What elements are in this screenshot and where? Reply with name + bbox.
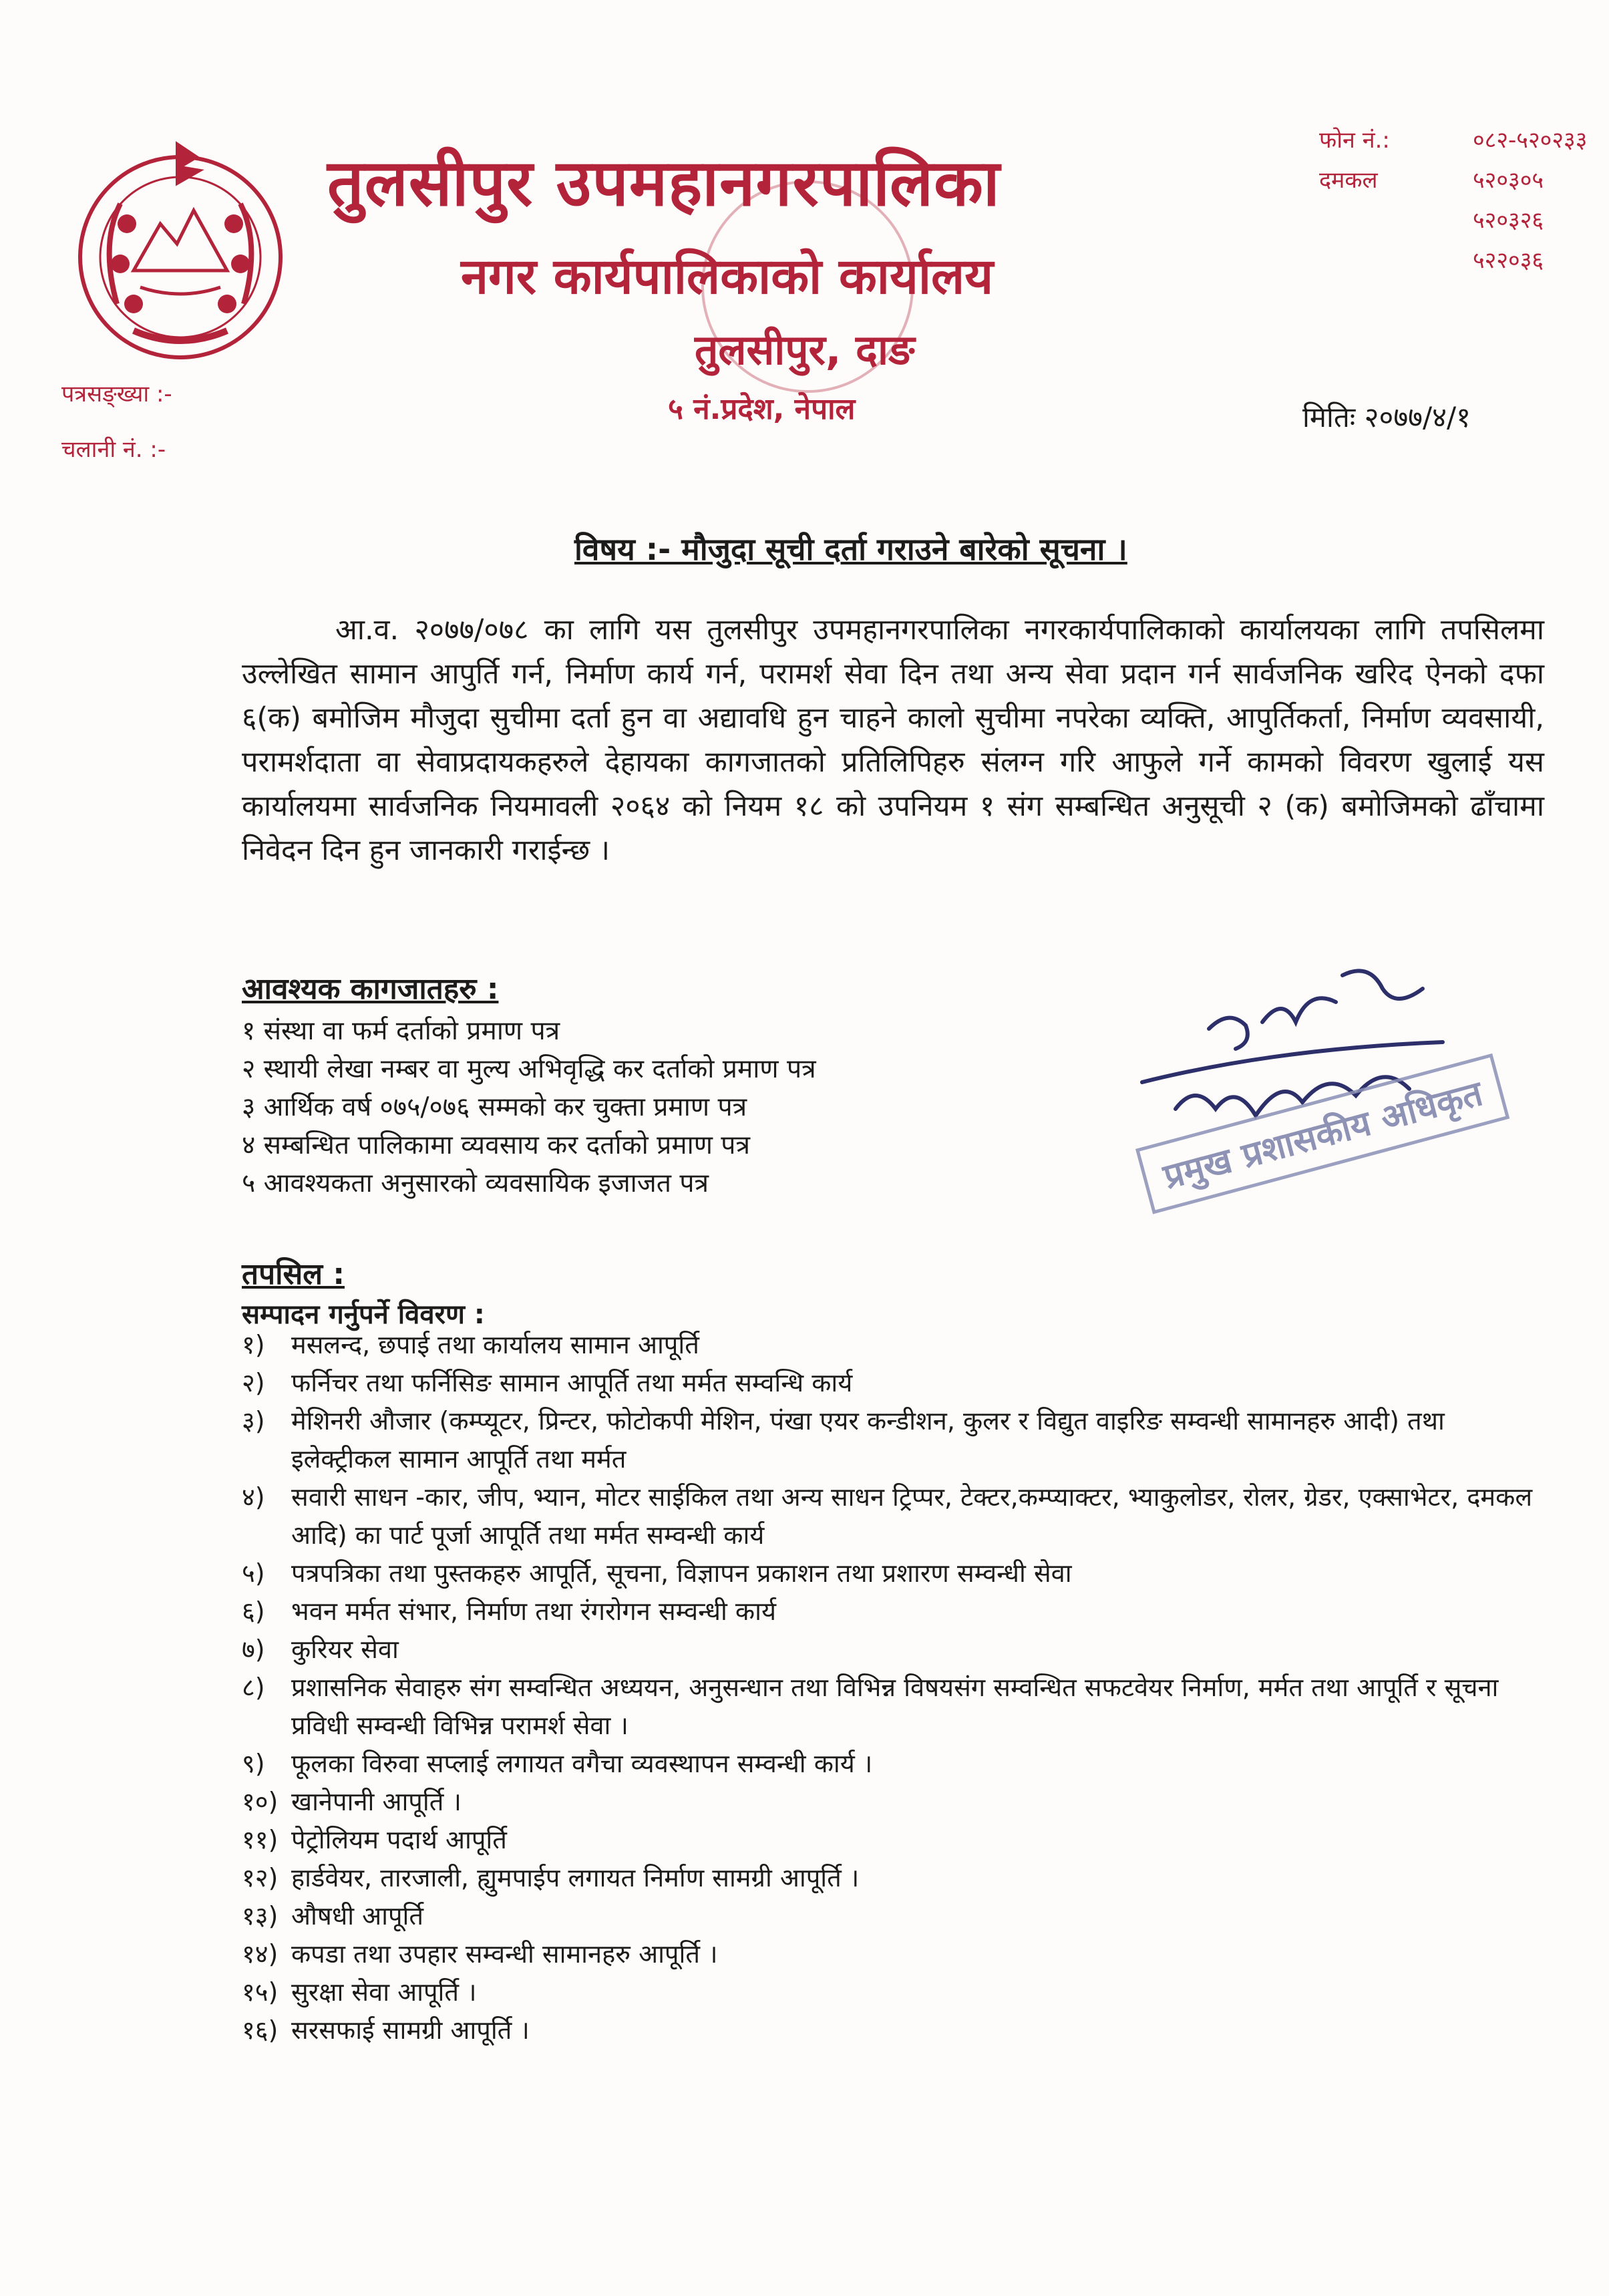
list-item (242, 1669, 1551, 1745)
schedule-subheading: सम्पादन गर्नुपर्ने विवरण : (242, 1299, 485, 1330)
list-item: ३ आर्थिक वर्ष ०७५/०७६ सम्मको कर चुक्ता प्रमाण पत्र (242, 1092, 747, 1122)
contact-row-phone (1319, 120, 1587, 160)
contact-value: ५२२०३६ (1473, 247, 1544, 274)
item-number: ४) (242, 1482, 265, 1512)
list-item: ५ आवश्यकता अनुसारको व्यवसायिक इजाजत पत्र (242, 1168, 709, 1198)
item-text: सरसफाई सामग्री आपूर्ति । (291, 2015, 530, 2045)
contact-row-fire (1319, 160, 1587, 200)
list-item (242, 1478, 1551, 1554)
schedule-list (242, 1326, 1551, 2049)
subject-line: विषय :- मौजुदा सूची दर्ता गराउने बारेको सूचना । (574, 531, 1127, 567)
list-item (242, 1973, 1551, 2011)
item-text: मेशिनरी औजार (कम्प्यूटर, प्रिन्टर, फोटोकपी मेशिन, पंखा एयर कन्डीशन, कुलर र विद्युत वाइरिङ सम्वन्धी सामानहरु आदी) तथा इलेक्ट्रीकल सामान आपूर्ति तथा मर्मत (291, 1406, 1445, 1474)
item-number: १६) (242, 2015, 279, 2045)
item-text: औषधी आपूर्ति (291, 1901, 424, 1931)
item-number: ७) (242, 1635, 265, 1664)
item-number: १०) (242, 1787, 279, 1816)
contact-label: फोन नं.: (1319, 127, 1390, 154)
list-item (242, 1821, 1551, 1859)
contact-block (1319, 120, 1587, 281)
item-text: पत्रपत्रिका तथा पुस्तकहरु आपूर्ति, सूचना, विज्ञापन प्रकाशन तथा प्रशारण सम्वन्धी सेवा (291, 1559, 1072, 1588)
item-text: कपडा तथा उपहार सम्वन्धी सामानहरु आपूर्ति । (291, 1939, 718, 1969)
item-number: ५) (242, 1559, 265, 1588)
list-item (242, 1745, 1551, 1783)
office-name: नगर कार्यपालिकाको कार्यालय (461, 248, 994, 305)
nepal-government-emblem-icon (60, 130, 301, 371)
chief-admin-officer-stamp: प्रमुख प्रशासकीय अधिकृत (1135, 1053, 1510, 1214)
item-number: ८) (242, 1673, 265, 1702)
item-text: सुरक्षा सेवा आपूर्ति । (291, 1977, 477, 2007)
list-item (242, 1859, 1551, 1897)
item-text: प्रशासनिक सेवाहरु संग सम्वन्धित अध्ययन, अनुसन्धान तथा विभिन्न विषयसंग सम्वन्धित सफटवेयर निर्माण, मर्मत तथा आपूर्ति र सूचना प्रविधी सम्वन्धी विभिन्न परामर्श सेवा । (291, 1673, 1499, 1740)
item-text: खानेपानी आपूर्ति । (291, 1787, 462, 1816)
item-text: भवन मर्मत संभार, निर्माण तथा रंगरोगन सम्वन्धी कार्य (291, 1597, 776, 1626)
item-number: ६) (242, 1597, 265, 1626)
item-number: ९) (242, 1749, 265, 1778)
contact-value: ०८२-५२०२३३ (1473, 127, 1588, 154)
schedule-heading: तपसिल : (242, 1257, 345, 1291)
item-number: १५) (242, 1977, 279, 2007)
dispatch-number-label: चलानी नं. :- (61, 436, 166, 463)
list-item: १ संस्था वा फर्म दर्ताको प्रमाण पत्र (242, 1016, 560, 1046)
organization-name: तुलसीपुर उपमहानगरपालिका (327, 146, 1001, 220)
list-item (242, 2011, 1551, 2049)
province-name: ५ नं.प्रदेश, नेपाल (668, 392, 856, 426)
city-name: तुलसीपुर, दाङ (695, 325, 915, 374)
item-number: ३) (242, 1406, 265, 1436)
list-item (242, 1935, 1551, 1973)
contact-row (1319, 200, 1587, 240)
item-text: सवारी साधन -कार, जीप, भ्यान, मोटर साईकिल तथा अन्य साधन ट्रिप्पर, टेक्टर,कम्प्याक्टर, भ्याकुलोडर, रोलर, ग्रेडर, एक्साभेटर, दमकल आदि) का पार्ट पूर्जा आपूर्ति तथा मर्मत सम्वन्धी कार्य (291, 1482, 1533, 1550)
required-docs-heading: आवश्यक कागजातहरु : (242, 972, 499, 1006)
item-text: कुरियर सेवा (291, 1635, 399, 1664)
contact-row (1319, 240, 1587, 281)
list-item: २ स्थायी लेखा नम्बर वा मुल्य अभिवृद्धि कर दर्ताको प्रमाण पत्र (242, 1054, 816, 1084)
body-paragraph: आ.व. २०७७/०७८ का लागि यस तुलसीपुर उपमहानगरपालिका नगरकार्यपालिकाको कार्यालयका लागि तपसिलमा उल्लेखित सामान आपुर्ति गर्न, निर्माण कार्य गर्न, परामर्श सेवा दिन तथा अन्य सेवा प्रदान गर्न सार्वजनिक खरिद ऐनको दफा ६(क) बमोजिम मौजुदा सुचीमा दर्ता हुन वा अद्यावधि हुन चाहने कालो सुचीमा नपरेका व्यक्ति, आपुर्तिकर्ता, निर्माण व्यवसायी, परामर्शदाता वा सेवाप्रदायकहरुले देहायका कागजातको प्रतिलिपिहरु संलग्न गरि आफुले गर्ने कामको विवरण खुलाई यस कार्यालयमा सार्वजनिक नियमावली २०६४ को नियम १८ को उपनियम १ संग सम्बन्धित अनुसूची २ (क) बमोजिमको ढाँचामा निवेदन दिन हुन जानकारी गराईन्छ । (242, 613, 1544, 867)
contact-label: दमकल (1319, 167, 1378, 194)
item-text: फर्निचर तथा फर्निसिङ सामान आपूर्ति तथा मर्मत सम्वन्धि कार्य (291, 1368, 853, 1398)
item-text: पेट्रोलियम पदार्थ आपूर्ति (291, 1825, 507, 1854)
contact-label (1319, 200, 1473, 240)
letter-number-label: पत्रसङ्ख्या :- (61, 381, 172, 407)
list-item (242, 1554, 1551, 1593)
list-item (242, 1326, 1551, 1364)
list-item (242, 1402, 1551, 1478)
item-text: हार्डवेयर, तारजाली, ह्युमपाईप लगायत निर्माण सामग्री आपूर्ति । (291, 1863, 860, 1893)
list-item (242, 1897, 1551, 1935)
item-number: २) (242, 1368, 265, 1398)
required-docs-list (242, 1012, 816, 1202)
letter-date: मितिः २०७७/४/१ (1302, 401, 1471, 434)
item-number: १२) (242, 1863, 279, 1893)
list-item: ४ सम्बन्धित पालिकामा व्यवसाय कर दर्ताको प्रमाण पत्र (242, 1130, 750, 1160)
item-number: १४) (242, 1939, 279, 1969)
contact-value: ५२०३०५ (1473, 167, 1544, 194)
item-number: १) (242, 1330, 265, 1359)
contact-label (1319, 240, 1473, 281)
list-item (242, 1364, 1551, 1402)
item-number: ११) (242, 1825, 279, 1854)
item-text: मसलन्द, छपाई तथा कार्यालय सामान आपूर्ति (291, 1330, 699, 1359)
list-item (242, 1593, 1551, 1631)
list-item (242, 1631, 1551, 1669)
item-number: १३) (242, 1901, 279, 1931)
contact-value: ५२०३२६ (1473, 207, 1544, 234)
item-text: फूलका विरुवा सप्लाई लगायत वगैचा व्यवस्थापन सम्वन्धी कार्य । (291, 1749, 873, 1778)
list-item (242, 1783, 1551, 1821)
